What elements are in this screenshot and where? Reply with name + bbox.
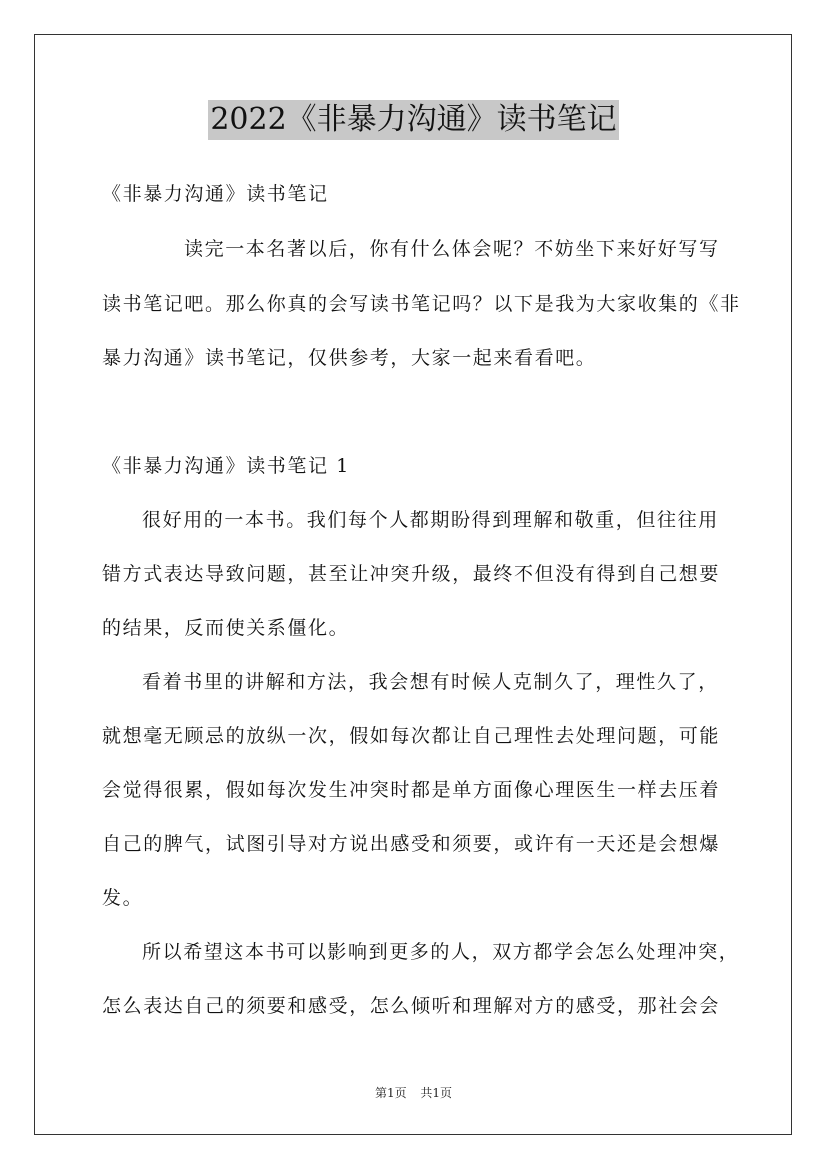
page-total: 共1页 <box>420 1086 453 1100</box>
paragraph-line: 自己的脾气，试图引导对方说出感受和须要，或许有一天还是会想爆 <box>102 833 721 855</box>
paragraph-line: 怎么表达自己的须要和感受，怎么倾听和理解对方的感受，那社会会 <box>102 995 721 1017</box>
paragraph-line: 错方式表达导致问题，甚至让冲突升级，最终不但没有得到自己想要 <box>102 563 721 585</box>
paragraph-line: 很好用的一本书。我们每个人都期盼得到理解和敬重，但往往用 <box>142 509 719 531</box>
paragraph-line: 发。 <box>102 887 144 909</box>
paragraph-line: 的结果，反而使关系僵化。 <box>102 617 350 639</box>
intro-line: 暴力沟通》读书笔记，仅供参考，大家一起来看看吧。 <box>102 347 597 369</box>
paragraph-line: 会觉得很累，假如每次发生冲突时都是单方面像心理医生一样去压着 <box>102 779 721 801</box>
paragraph-line: 所以希望这本书可以影响到更多的人，双方都学会怎么处理冲突， <box>142 941 740 963</box>
section-heading: 《非暴力沟通》读书笔记 1 <box>102 455 350 477</box>
paragraph-line: 就想毫无顾忌的放纵一次，假如每次都让自己理性去处理问题，可能 <box>102 725 721 747</box>
paragraph-line: 看着书里的讲解和方法，我会想有时候人克制久了，理性久了， <box>142 671 719 693</box>
intro-line: 读完一本名著以后，你有什么体会呢？不妨坐下来好好写写 <box>184 238 720 260</box>
intro-line: 读书笔记吧。那么你真的会写读书笔记吗？以下是我为大家收集的《非 <box>102 293 741 315</box>
document-title: 2022《非暴力沟通》读书笔记 <box>208 100 618 140</box>
page-number: 第1页 <box>374 1086 407 1100</box>
page-footer <box>0 1085 827 1101</box>
subtitle: 《非暴力沟通》读书笔记 <box>102 183 329 205</box>
document-title-wrapper <box>0 100 827 140</box>
